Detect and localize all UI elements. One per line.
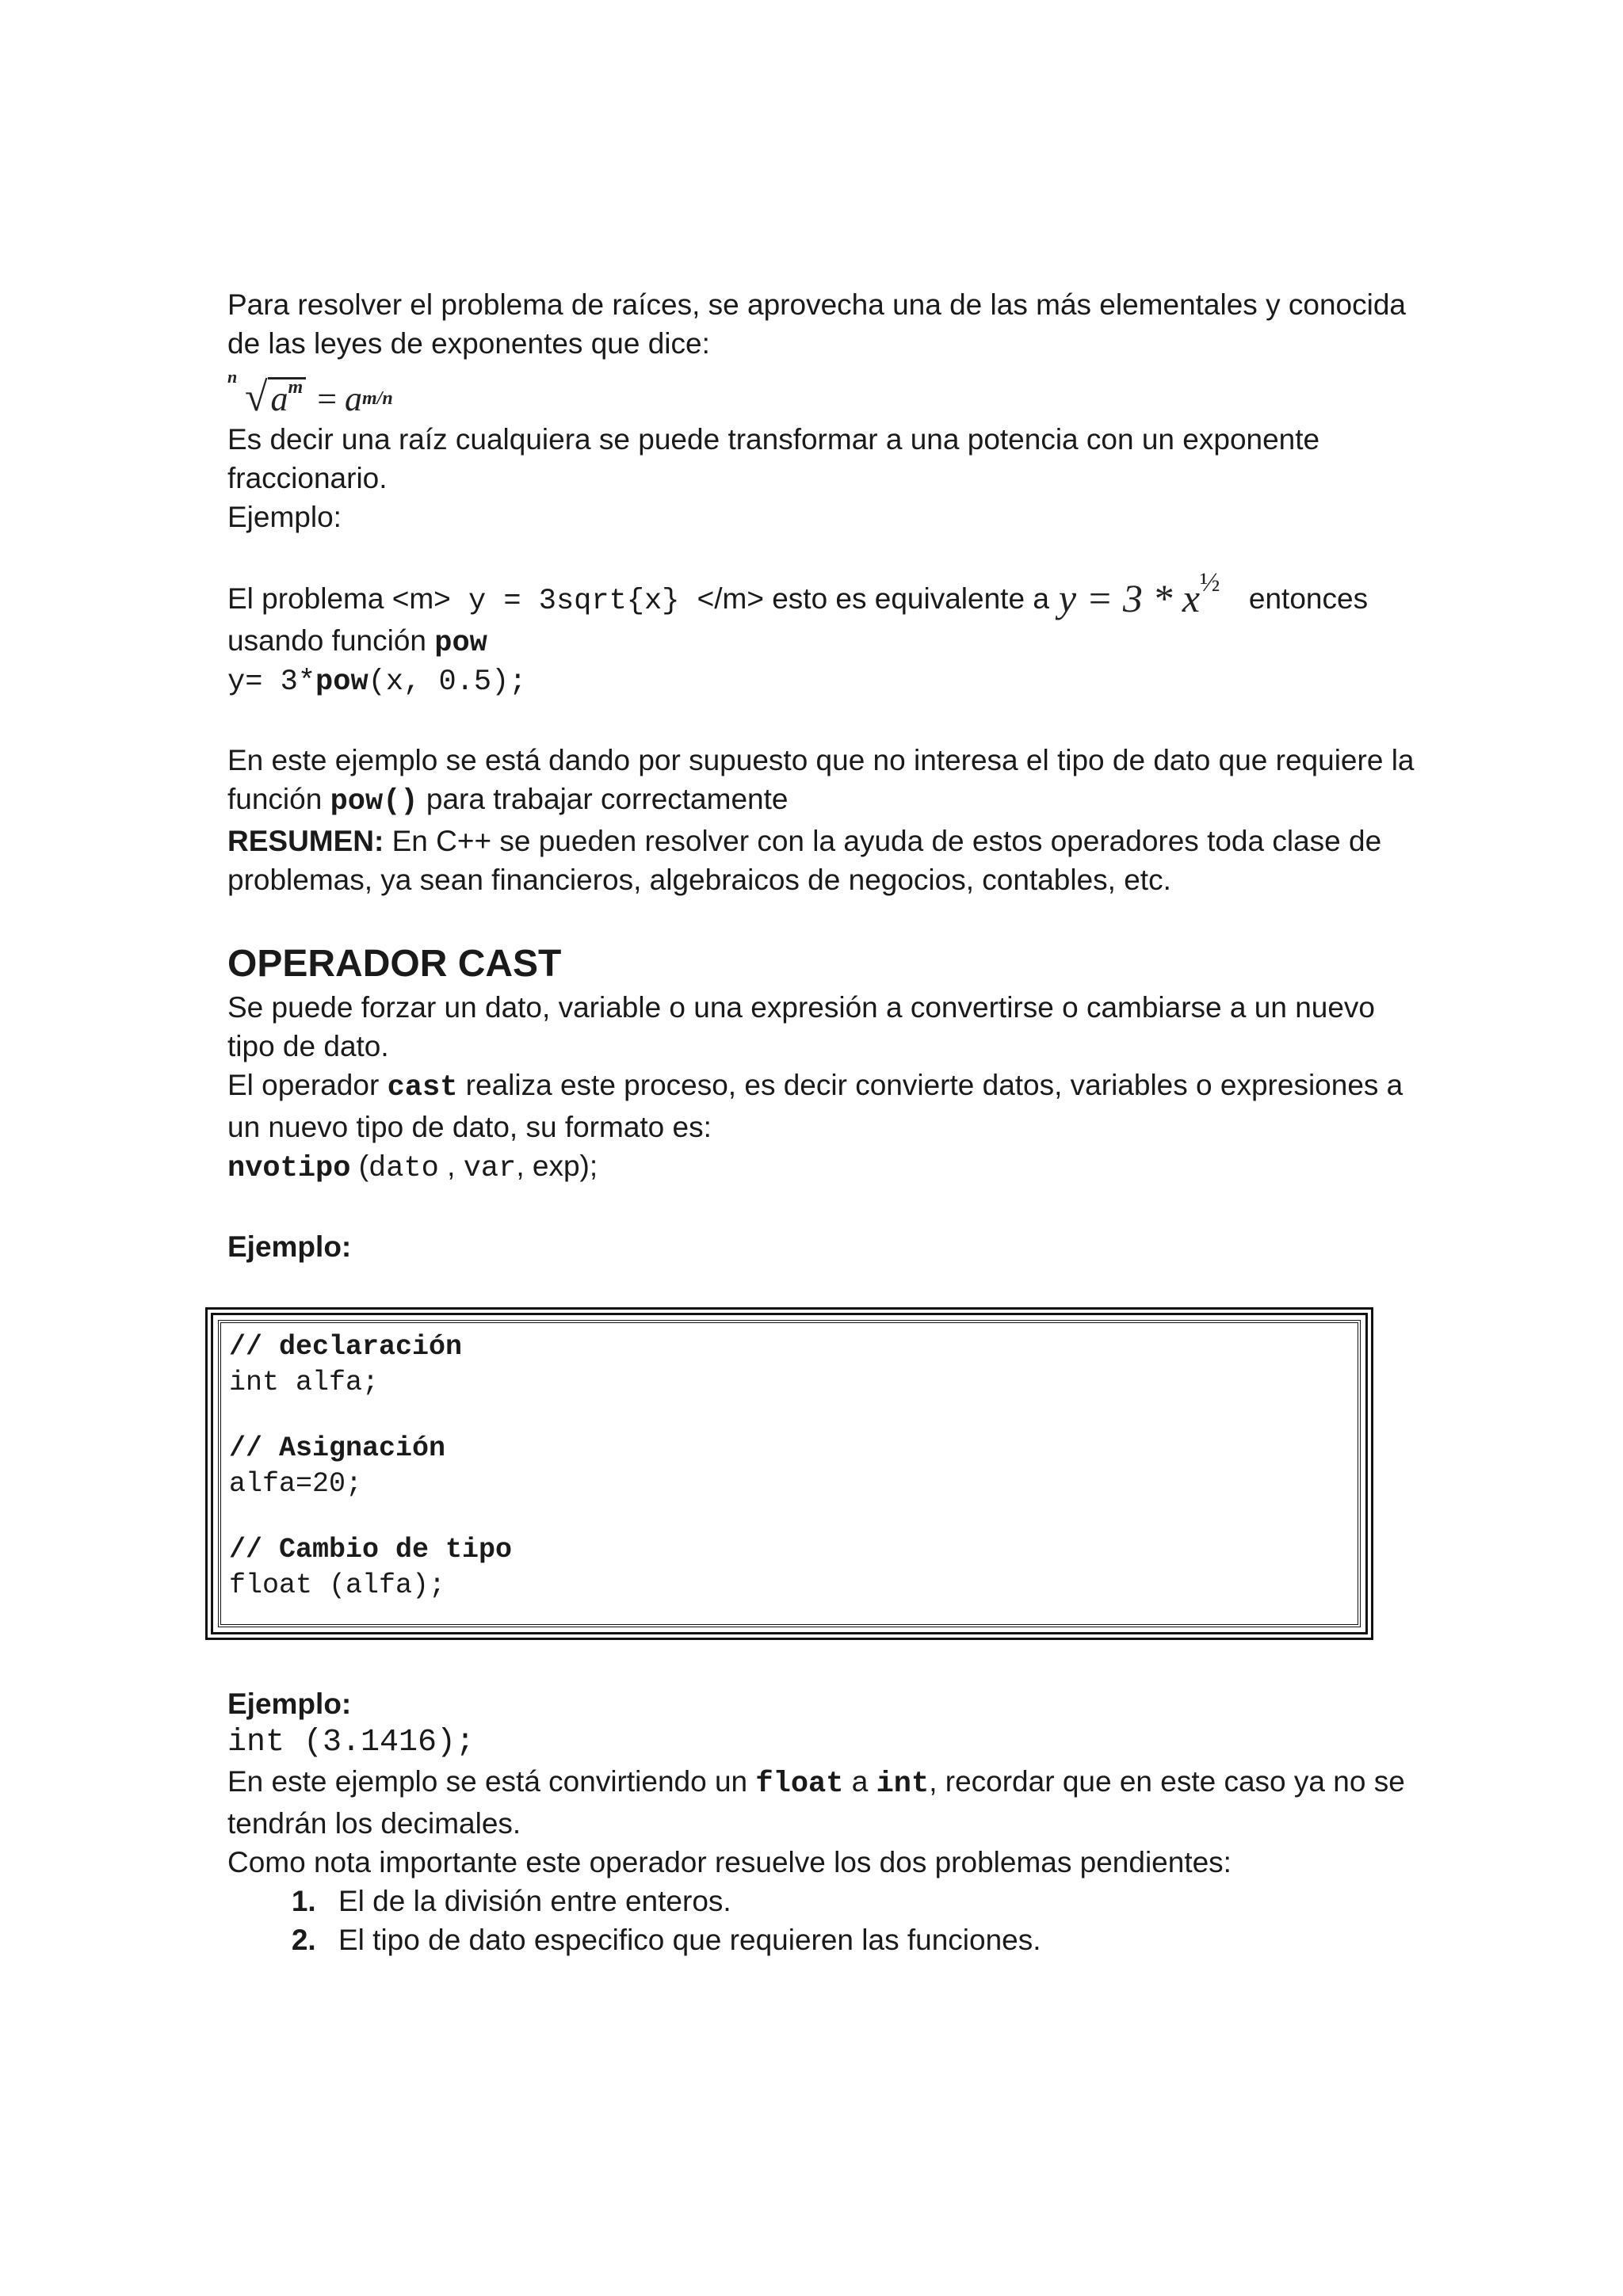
- list-item: 2. El tipo de dato especifico que requieren las funciones.: [324, 1920, 1416, 1959]
- format-line: nvotipo (dato , var, exp);: [227, 1150, 598, 1185]
- paragraph-transform: Es decir una raíz cualquiera se puede transformar a una potencia con un exponente fraccionario.: [227, 423, 1320, 494]
- document-body: [227, 285, 1416, 1959]
- pending-problems-list: [227, 1882, 1416, 1959]
- pow-code-line: y= 3*pow(x, 0.5);: [227, 666, 527, 699]
- nvotipo-keyword: nvotipo: [227, 1152, 351, 1185]
- list-item: 1. El de la división entre enteros.: [324, 1882, 1416, 1920]
- pow-function: pow(): [330, 785, 418, 818]
- radical-base: $a^m$: [268, 377, 307, 418]
- label-ejemplo-2: Ejemplo:: [227, 1230, 352, 1263]
- formula-root-law: [227, 363, 393, 418]
- label-ejemplo-3: Ejemplo:: [227, 1688, 352, 1720]
- radical-sign-icon: √: [245, 375, 268, 420]
- code-block-cambio: // Cambio de tipo float (alfa);: [229, 1534, 513, 1601]
- cast-keyword: cast: [387, 1071, 458, 1104]
- paragraph-roots: Para resolver el problema de raíces, se aprovecha una de las más elementales y conocida de las leyes de exponentes que dice:: [227, 288, 1406, 360]
- paragraph-cast-operator: El operador cast realiza este proceso, es decir convierte datos, variables o expresiones a un nuevo tipo de dato, su formato es:: [227, 1069, 1403, 1143]
- int-keyword: int: [876, 1768, 930, 1801]
- int-code-line: int (3.1416);: [227, 1725, 475, 1760]
- pow-keyword: pow: [434, 627, 487, 660]
- paragraph-nota: Como nota importante este operador resuelve los dos problemas pendientes:: [227, 1846, 1232, 1878]
- section-heading: OPERADOR CAST: [227, 943, 562, 985]
- radical-index: n: [227, 367, 238, 387]
- resumen-label: RESUMEN:: [227, 825, 384, 857]
- inline-code: y = 3sqrt{x}: [450, 585, 697, 618]
- usando-line: usando función pow: [227, 624, 487, 660]
- problem-line: El problema <m> y = 3sqrt{x} </m> esto es equivalente a $y = 3 * x^{\frac{1}{2}}$ entonces: [227, 563, 1416, 621]
- paragraph-cast-intro: Se puede forzar un dato, variable o una expresión a convertirse o cambiarse a un nuevo tipo de dato.: [227, 991, 1376, 1062]
- paragraph-pow-note: En este ejemplo se está dando por supuesto que no interesa el tipo de dato que requiere la función pow() para trabajar correctamente: [227, 744, 1415, 818]
- code-block-asignacion: // Asignación alfa=20;: [229, 1432, 446, 1500]
- equals-sign: =: [317, 379, 338, 418]
- power-base: a: [345, 379, 363, 418]
- paragraph-convert: En este ejemplo se está convirtiendo un float a int, recordar que en este caso ya no se tendrán los decimales.: [227, 1765, 1405, 1840]
- formula-pow-half: $y = 3 * x^{\frac{1}{2}}$: [1058, 568, 1220, 620]
- float-keyword: float: [755, 1768, 844, 1801]
- paragraph-resumen: RESUMEN: En C++ se pueden resolver con la ayuda de estos operadores toda clase de problemas, ya sean financieros, algebraicos de negocios, contables, etc.: [227, 825, 1382, 896]
- code-example-content: [218, 1320, 1361, 1627]
- radical-expression: [227, 368, 306, 418]
- code-example-box: [205, 1307, 1373, 1640]
- code-block-declaracion: // declaración int alfa;: [229, 1331, 463, 1398]
- power-exponent: m/n: [362, 388, 393, 409]
- label-ejemplo: Ejemplo:: [227, 501, 342, 533]
